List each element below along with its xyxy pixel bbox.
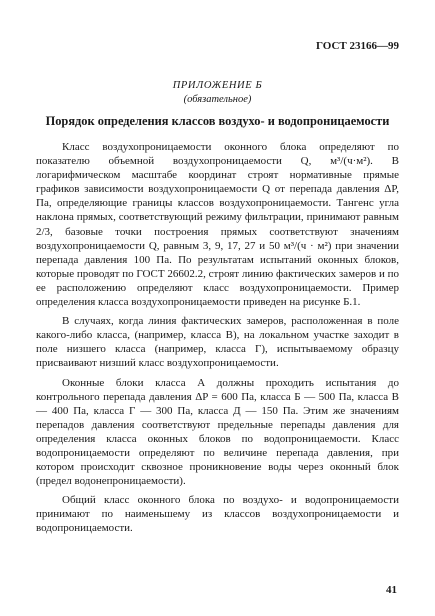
appendix-subtitle: (обязательное)	[183, 94, 252, 105]
section-title: Порядок определения классов воздухо- и водопроницаемости	[45, 114, 390, 128]
paragraph-lower-class-rule: В случаях, когда линия фактических замеров, расположенная в поле какого-либо класса, (например, класса В), на локальном участке заходит в поле низшего класса (например, класса Г), испытываемому образцу присваивают низший класс воздухопроницаемости.	[36, 315, 399, 370]
appendix-title: ПРИЛОЖЕНИЕ Б	[172, 80, 263, 91]
paragraph-overall-class: Общий класс оконного блока по воздухо- и водопроницаемости принимают по наименьшему из классов воздухопроницаемости и водопроницаемости.	[36, 494, 399, 535]
paragraph-test-pressure-limits: Оконные блоки класса А должны проходить испытания до контрольного перепада давления ΔP = 600 Па, класса Б — 500 Па, класса В — 400 Па, класса Г — 300 Па, класса Д — 150 Па. Этим же значениям перепадов давления соответствуют предельные перепады давления для определения класса оконных блоков по водопроницаемости. Класс водопроницаемости определяют по величине перепада давления, при котором происходит сквозное проникновение воды через оконный блок (предел водонепроницаемости).	[36, 376, 399, 488]
paragraph-air-permeability-method: Класс воздухопроницаемости оконного блока определяют по показателю объемной воздухопроницаемости Q, м³/(ч·м²). В логарифмическом масштабе координат строят нормативные прямые графиков зависимости воздухопроницаемости Q от перепада давления ΔP, Па, определяющие границы классов воздухопроницаемости. Тангенс угла наклона прямых, соответствующий режиму фильтрации, принимают равным 2/3, базовые точки построения прямых соответствуют значениям воздухопроницаемости Q, равным 3, 9, 17, 27 и 50 м³/(ч · м²) при значении перепада давления 100 Па. По результатам испытаний оконных блоков, которые проводят по ГОСТ 26602.2, строят линию фактических замеров и по ее расположению определяют класс воздухопроницаемости. Пример определения класса воздухопроницаемости приведен на рисунке Б.1.	[36, 141, 399, 309]
page-number: 41	[386, 584, 397, 596]
body-text	[36, 140, 399, 541]
document-code: ГОСТ 23166—99	[316, 40, 399, 52]
